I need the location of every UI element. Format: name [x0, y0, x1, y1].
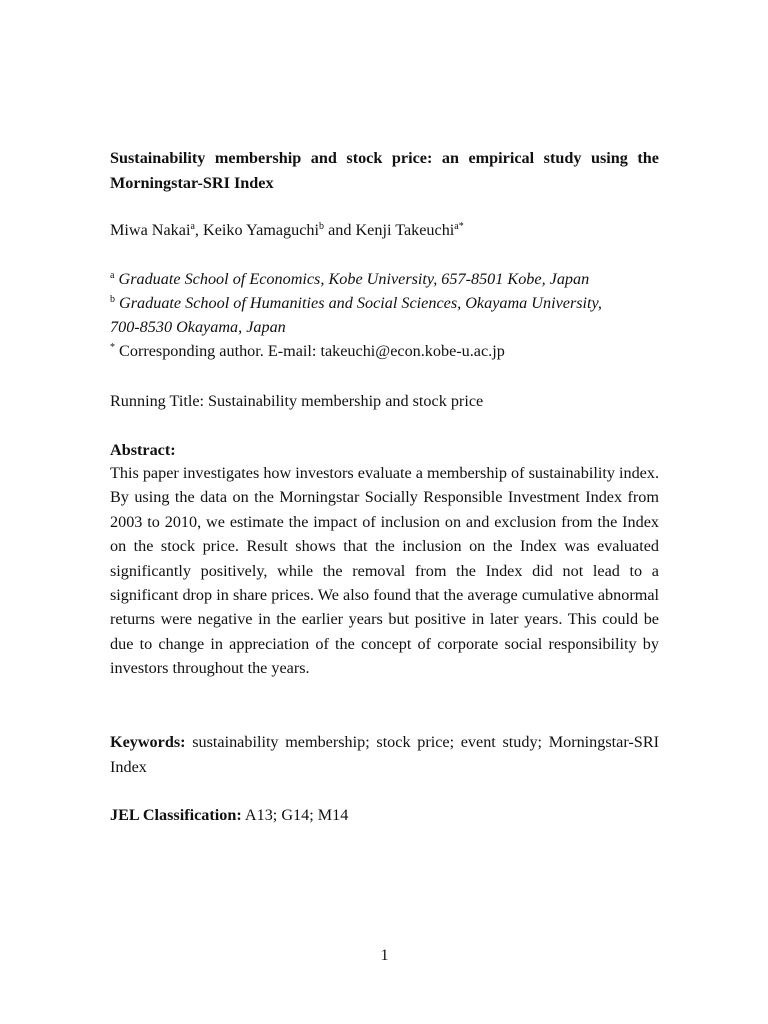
page-number: 1 [380, 946, 389, 964]
abstract-heading: Abstract: [110, 441, 176, 459]
jel-label: JEL Classification: [110, 806, 242, 824]
author-affiliation-mark: b [319, 221, 325, 232]
paper-title: Sustainability membership and stock price: an empirical study using the Morningstar-SRI Index [110, 149, 659, 192]
author-name: Miwa Nakai [110, 221, 191, 239]
author-affiliation-mark: a [190, 221, 195, 232]
keywords [110, 730, 659, 779]
affiliation-b-continued [110, 315, 659, 339]
corresponding-author [110, 339, 659, 363]
running-title: Running Title: Sustainability membership and stock price [110, 392, 484, 410]
author-separator: and [324, 221, 356, 239]
author-name: Kenji Takeuchi [355, 221, 455, 239]
author-list [110, 218, 659, 243]
keywords-label: Keywords: [110, 733, 186, 751]
affiliation-mark: a [110, 270, 115, 281]
corresponding-mark: * [110, 342, 115, 353]
author-separator: , [194, 221, 204, 239]
affiliation-a [110, 267, 659, 291]
affiliation-text: Graduate School of Humanities and Social Sciences, Okayama University, [119, 294, 602, 312]
paper-page [110, 0, 659, 1024]
jel-classification [110, 803, 659, 827]
affiliation-b [110, 291, 659, 315]
corresponding-author-text: Corresponding author. E-mail: takeuchi@econ.kobe-u.ac.jp [119, 342, 505, 360]
author-name: Keiko Yamaguchi [203, 221, 320, 239]
abstract-text: This paper investigates how investors evaluate a membership of sustainability index. By using the data on the Morningstar Socially Responsible Investment Index from 2003 to 2010, we estimate the impact of inclusion on and exclusion from the Index on the stock price. Result shows that the inclusion on the Index was evaluated significantly positively, while the removal from the Index did not lead to a significant drop in share prices. We also found that the average cumulative abnormal returns were negative in the earlier years but positive in later years. This could be due to change in appreciation of the concept of corporate social responsibility by investors throughout the years. [110, 464, 659, 678]
jel-codes: A13; G14; M14 [244, 806, 349, 824]
author-affiliation-mark: a* [454, 221, 464, 232]
keywords-text: sustainability membership; stock price; event study; Morningstar-SRI Index [110, 733, 660, 776]
affiliation-text: 700-8530 Okayama, Japan [110, 318, 286, 336]
affiliation-text: Graduate School of Economics, Kobe University, 657-8501 Kobe, Japan [118, 270, 590, 288]
affiliation-mark: b [110, 294, 115, 305]
